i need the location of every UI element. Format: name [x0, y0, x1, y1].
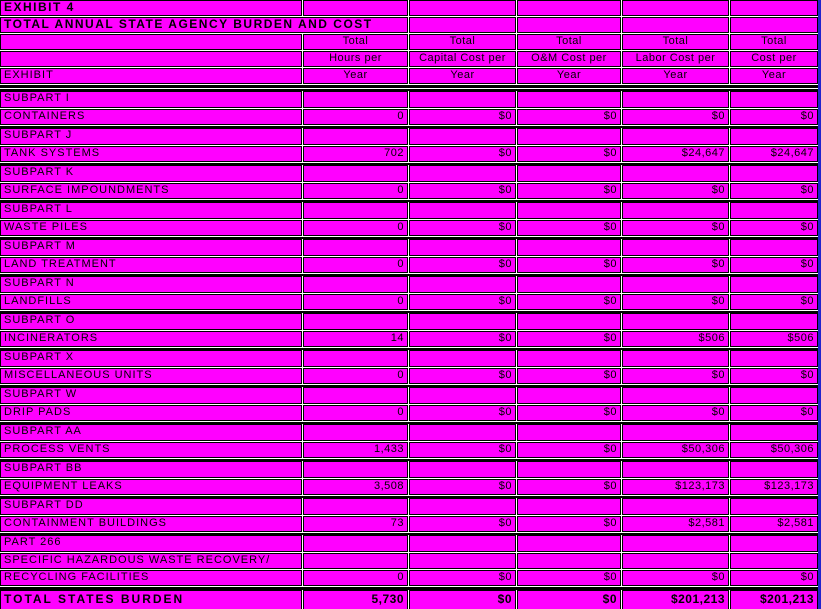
row-value-cell[interactable]: $0 — [730, 109, 818, 125]
row-value-cell[interactable] — [622, 350, 729, 367]
total-om-cell[interactable]: $0 — [517, 590, 621, 609]
col-header-total[interactable]: Total — [730, 34, 818, 50]
row-value-cell[interactable] — [303, 313, 408, 330]
row-label-cell[interactable]: SUBPART X — [0, 350, 302, 367]
row-value-cell[interactable] — [303, 202, 408, 219]
row-value-cell[interactable] — [730, 461, 818, 478]
row-value-cell[interactable]: $0 — [409, 146, 516, 162]
row-value-cell[interactable]: $0 — [517, 294, 621, 310]
row-value-cell[interactable] — [517, 387, 621, 404]
row-value-cell[interactable]: 0 — [303, 294, 408, 310]
row-value-cell[interactable]: 1,433 — [303, 442, 408, 458]
row-value-cell[interactable]: $0 — [517, 183, 621, 199]
row-value-cell[interactable]: 0 — [303, 570, 408, 586]
col-header-capital[interactable]: Year — [409, 68, 516, 84]
row-value-cell[interactable] — [303, 350, 408, 367]
row-value-cell[interactable]: $506 — [730, 331, 818, 347]
row-value-cell[interactable] — [622, 424, 729, 441]
column-header-line2 — [0, 51, 818, 67]
row-value-cell[interactable]: $0 — [730, 183, 818, 199]
exhibit-column-label[interactable]: EXHIBIT — [0, 68, 302, 84]
total-capital-cell[interactable]: $0 — [409, 590, 516, 609]
row-value-cell[interactable] — [622, 461, 729, 478]
row-value-cell[interactable]: $0 — [730, 405, 818, 421]
row-value-cell[interactable]: $0 — [622, 294, 729, 310]
row-value-cell[interactable] — [409, 313, 516, 330]
table-row — [0, 109, 818, 125]
row-value-cell[interactable] — [517, 350, 621, 367]
table-row — [0, 442, 818, 458]
row-label-cell[interactable]: RECYCLING FACILITIES — [0, 570, 302, 586]
col-header-labor[interactable]: Labor Cost per — [622, 51, 729, 67]
row-value-cell[interactable] — [622, 165, 729, 182]
empty-cell[interactable] — [730, 0, 818, 16]
row-value-cell[interactable]: 0 — [303, 109, 408, 125]
row-value-cell[interactable]: $0 — [409, 405, 516, 421]
row-value-cell[interactable] — [622, 498, 729, 515]
table-row — [0, 553, 818, 569]
row-value-cell[interactable] — [303, 165, 408, 182]
row-label-cell[interactable]: INCINERATORS — [0, 331, 302, 347]
row-value-cell[interactable] — [622, 313, 729, 330]
table-row — [0, 570, 818, 586]
row-value-cell[interactable]: 0 — [303, 183, 408, 199]
total-labor-cell[interactable]: $201,213 — [622, 590, 729, 609]
row-label-cell[interactable]: WASTE PILES — [0, 220, 302, 236]
group-header-row — [0, 237, 818, 256]
row-label-cell[interactable]: SUBPART L — [0, 202, 302, 219]
empty-cell[interactable] — [517, 17, 621, 33]
group-header-row — [0, 385, 818, 404]
group-header-row — [0, 163, 818, 182]
row-value-cell[interactable] — [730, 239, 818, 256]
row-value-cell[interactable] — [409, 553, 516, 569]
row-value-cell[interactable] — [730, 535, 818, 552]
row-value-cell[interactable] — [730, 498, 818, 515]
table-row — [0, 331, 818, 347]
row-value-cell[interactable]: $0 — [517, 220, 621, 236]
table-row — [0, 294, 818, 310]
title-row-1 — [0, 0, 818, 16]
row-value-cell[interactable]: $0 — [409, 220, 516, 236]
col-header-hours[interactable]: Total — [303, 34, 408, 50]
row-value-cell[interactable]: $0 — [622, 405, 729, 421]
empty-cell[interactable] — [0, 34, 302, 50]
row-label-cell[interactable]: DRIP PADS — [0, 405, 302, 421]
row-value-cell[interactable]: $0 — [517, 109, 621, 125]
row-label-cell[interactable]: EQUIPMENT LEAKS — [0, 479, 302, 495]
row-value-cell[interactable] — [517, 424, 621, 441]
table-row — [0, 405, 818, 421]
row-label-cell[interactable]: SUBPART J — [0, 128, 302, 145]
row-value-cell[interactable] — [303, 276, 408, 293]
row-label-cell[interactable]: SUBPART N — [0, 276, 302, 293]
row-value-cell[interactable]: 702 — [303, 146, 408, 162]
row-value-cell[interactable] — [622, 91, 729, 108]
row-value-cell[interactable] — [517, 202, 621, 219]
col-header-om[interactable]: O&M Cost per — [517, 51, 621, 67]
group-header-row — [0, 311, 818, 330]
row-label-cell[interactable]: SUBPART W — [0, 387, 302, 404]
row-value-cell[interactable] — [730, 276, 818, 293]
row-value-cell[interactable] — [409, 498, 516, 515]
row-value-cell[interactable]: 0 — [303, 368, 408, 384]
exhibit-title-cell[interactable]: EXHIBIT 4 — [0, 0, 302, 16]
row-value-cell[interactable] — [409, 128, 516, 145]
row-value-cell[interactable]: $0 — [622, 183, 729, 199]
col-header-total[interactable]: Cost per — [730, 51, 818, 67]
table-row — [0, 220, 818, 236]
row-value-cell[interactable]: $0 — [409, 570, 516, 586]
col-header-capital[interactable]: Total — [409, 34, 516, 50]
row-label-cell[interactable]: SUBPART AA — [0, 424, 302, 441]
row-value-cell[interactable] — [303, 424, 408, 441]
row-value-cell[interactable] — [730, 350, 818, 367]
row-value-cell[interactable]: $0 — [517, 405, 621, 421]
row-label-cell[interactable]: TANK SYSTEMS — [0, 146, 302, 162]
group-header-row — [0, 533, 818, 552]
row-value-cell[interactable]: $0 — [409, 516, 516, 532]
column-header-line3 — [0, 68, 818, 84]
row-value-cell[interactable] — [730, 553, 818, 569]
row-label-cell[interactable]: CONTAINERS — [0, 109, 302, 125]
row-value-cell[interactable]: $0 — [622, 109, 729, 125]
group-header-row — [0, 89, 818, 108]
col-header-labor[interactable]: Total — [622, 34, 729, 50]
row-value-cell[interactable] — [409, 535, 516, 552]
row-value-cell[interactable] — [409, 91, 516, 108]
row-value-cell[interactable] — [409, 350, 516, 367]
total-cost-cell[interactable]: $201,213 — [730, 590, 818, 609]
row-value-cell[interactable] — [517, 239, 621, 256]
row-label-cell[interactable]: SUBPART DD — [0, 498, 302, 515]
row-value-cell[interactable] — [517, 461, 621, 478]
row-label-cell[interactable]: SURFACE IMPOUNDMENTS — [0, 183, 302, 199]
row-value-cell[interactable]: $0 — [517, 146, 621, 162]
group-header-row — [0, 496, 818, 515]
row-value-cell[interactable] — [409, 202, 516, 219]
col-header-hours[interactable]: Year — [303, 68, 408, 84]
empty-cell[interactable] — [517, 0, 621, 16]
title-row-2 — [0, 17, 818, 33]
row-value-cell[interactable]: $0 — [622, 220, 729, 236]
row-value-cell[interactable]: $0 — [730, 294, 818, 310]
row-label-cell[interactable]: PART 266 — [0, 535, 302, 552]
row-value-cell[interactable] — [303, 387, 408, 404]
row-value-cell[interactable]: $50,306 — [730, 442, 818, 458]
row-label-cell[interactable]: SUBPART K — [0, 165, 302, 182]
col-header-om[interactable]: Year — [517, 68, 621, 84]
row-value-cell[interactable]: 0 — [303, 220, 408, 236]
row-value-cell[interactable] — [730, 387, 818, 404]
row-label-cell[interactable]: LAND TREATMENT — [0, 257, 302, 273]
row-value-cell[interactable] — [303, 535, 408, 552]
table-body — [0, 89, 818, 586]
row-value-cell[interactable] — [409, 461, 516, 478]
row-label-cell[interactable]: CONTAINMENT BUILDINGS — [0, 516, 302, 532]
row-value-cell[interactable] — [622, 553, 729, 569]
col-header-om[interactable]: Total — [517, 34, 621, 50]
row-value-cell[interactable]: 0 — [303, 257, 408, 273]
row-value-cell[interactable] — [730, 424, 818, 441]
row-label-cell[interactable]: SUBPART O — [0, 313, 302, 330]
row-value-cell[interactable]: 14 — [303, 331, 408, 347]
col-header-capital[interactable]: Capital Cost per — [409, 51, 516, 67]
row-value-cell[interactable] — [303, 553, 408, 569]
table-row — [0, 146, 818, 162]
row-value-cell[interactable]: 73 — [303, 516, 408, 532]
group-header-row — [0, 348, 818, 367]
row-value-cell[interactable]: $0 — [730, 368, 818, 384]
empty-cell[interactable] — [622, 17, 729, 33]
row-value-cell[interactable] — [409, 387, 516, 404]
row-value-cell[interactable] — [303, 461, 408, 478]
empty-cell[interactable] — [409, 0, 516, 16]
row-label-cell[interactable]: SPECIFIC HAZARDOUS WASTE RECOVERY/ — [0, 553, 302, 569]
row-value-cell[interactable]: $0 — [517, 570, 621, 586]
row-value-cell[interactable]: $0 — [517, 257, 621, 273]
group-header-row — [0, 274, 818, 293]
row-value-cell[interactable]: $123,173 — [622, 479, 729, 495]
row-value-cell[interactable] — [622, 239, 729, 256]
row-value-cell[interactable]: $0 — [517, 479, 621, 495]
row-value-cell[interactable]: $0 — [409, 109, 516, 125]
row-value-cell[interactable]: $0 — [730, 220, 818, 236]
row-value-cell[interactable] — [730, 202, 818, 219]
row-value-cell[interactable] — [409, 165, 516, 182]
group-header-row — [0, 459, 818, 478]
col-header-hours[interactable]: Hours per — [303, 51, 408, 67]
row-value-cell[interactable]: $0 — [517, 442, 621, 458]
row-value-cell[interactable]: $0 — [409, 479, 516, 495]
row-value-cell[interactable] — [303, 498, 408, 515]
row-value-cell[interactable] — [517, 276, 621, 293]
header-separator-line — [0, 85, 818, 88]
row-value-cell[interactable] — [730, 313, 818, 330]
row-value-cell[interactable]: $0 — [409, 294, 516, 310]
empty-cell[interactable] — [622, 0, 729, 16]
row-value-cell[interactable]: $0 — [517, 516, 621, 532]
row-value-cell[interactable]: $0 — [517, 368, 621, 384]
row-value-cell[interactable]: $0 — [517, 331, 621, 347]
row-value-cell[interactable]: 3,508 — [303, 479, 408, 495]
total-row — [0, 587, 818, 609]
row-value-cell[interactable]: $0 — [730, 570, 818, 586]
table-row — [0, 516, 818, 532]
row-value-cell[interactable]: $0 — [409, 183, 516, 199]
row-value-cell[interactable]: $0 — [409, 442, 516, 458]
group-header-row — [0, 422, 818, 441]
row-value-cell[interactable] — [303, 239, 408, 256]
row-value-cell[interactable]: 0 — [303, 405, 408, 421]
row-value-cell[interactable]: $24,647 — [622, 146, 729, 162]
row-value-cell[interactable]: $0 — [622, 570, 729, 586]
row-value-cell[interactable] — [517, 553, 621, 569]
row-value-cell[interactable] — [622, 128, 729, 145]
row-label-cell[interactable]: MISCELLANEOUS UNITS — [0, 368, 302, 384]
row-value-cell[interactable] — [622, 387, 729, 404]
row-value-cell[interactable] — [517, 535, 621, 552]
empty-cell[interactable] — [0, 51, 302, 67]
row-value-cell[interactable] — [730, 165, 818, 182]
total-label-cell[interactable]: TOTAL STATES BURDEN — [0, 590, 302, 609]
table-row — [0, 183, 818, 199]
column-header-line1 — [0, 34, 818, 50]
row-value-cell[interactable] — [409, 239, 516, 256]
row-value-cell[interactable]: $0 — [409, 331, 516, 347]
row-value-cell[interactable] — [622, 202, 729, 219]
row-value-cell[interactable] — [730, 91, 818, 108]
col-header-total[interactable]: Year — [730, 68, 818, 84]
row-value-cell[interactable]: $50,306 — [622, 442, 729, 458]
col-header-labor[interactable]: Year — [622, 68, 729, 84]
row-value-cell[interactable]: $123,173 — [730, 479, 818, 495]
empty-cell[interactable] — [303, 0, 408, 16]
row-value-cell[interactable]: $0 — [622, 257, 729, 273]
row-value-cell[interactable]: $2,581 — [730, 516, 818, 532]
row-label-cell[interactable]: SUBPART I — [0, 91, 302, 108]
table-row — [0, 368, 818, 384]
row-label-cell[interactable]: LANDFILLS — [0, 294, 302, 310]
row-value-cell[interactable] — [517, 128, 621, 145]
row-value-cell[interactable] — [622, 535, 729, 552]
row-value-cell[interactable]: $0 — [730, 257, 818, 273]
row-value-cell[interactable] — [517, 313, 621, 330]
row-value-cell[interactable]: $506 — [622, 331, 729, 347]
row-label-cell[interactable]: SUBPART M — [0, 239, 302, 256]
row-value-cell[interactable] — [622, 276, 729, 293]
row-value-cell[interactable] — [517, 165, 621, 182]
empty-cell[interactable] — [409, 17, 516, 33]
group-header-row — [0, 200, 818, 219]
row-value-cell[interactable] — [303, 91, 408, 108]
row-label-cell[interactable]: PROCESS VENTS — [0, 442, 302, 458]
table-title-cell[interactable]: TOTAL ANNUAL STATE AGENCY BURDEN AND COST — [0, 17, 408, 33]
row-value-cell[interactable] — [409, 276, 516, 293]
row-value-cell[interactable]: $0 — [622, 368, 729, 384]
row-value-cell[interactable]: $24,647 — [730, 146, 818, 162]
table-row — [0, 257, 818, 273]
empty-cell[interactable] — [730, 17, 818, 33]
row-value-cell[interactable] — [409, 424, 516, 441]
row-value-cell[interactable]: $0 — [409, 257, 516, 273]
group-header-row — [0, 126, 818, 145]
total-hours-cell[interactable]: 5,730 — [303, 590, 408, 609]
row-label-cell[interactable]: SUBPART BB — [0, 461, 302, 478]
table-row — [0, 479, 818, 495]
row-value-cell[interactable] — [303, 128, 408, 145]
row-value-cell[interactable]: $2,581 — [622, 516, 729, 532]
row-value-cell[interactable]: $0 — [409, 368, 516, 384]
row-value-cell[interactable] — [730, 128, 818, 145]
row-value-cell[interactable] — [517, 91, 621, 108]
row-value-cell[interactable] — [517, 498, 621, 515]
